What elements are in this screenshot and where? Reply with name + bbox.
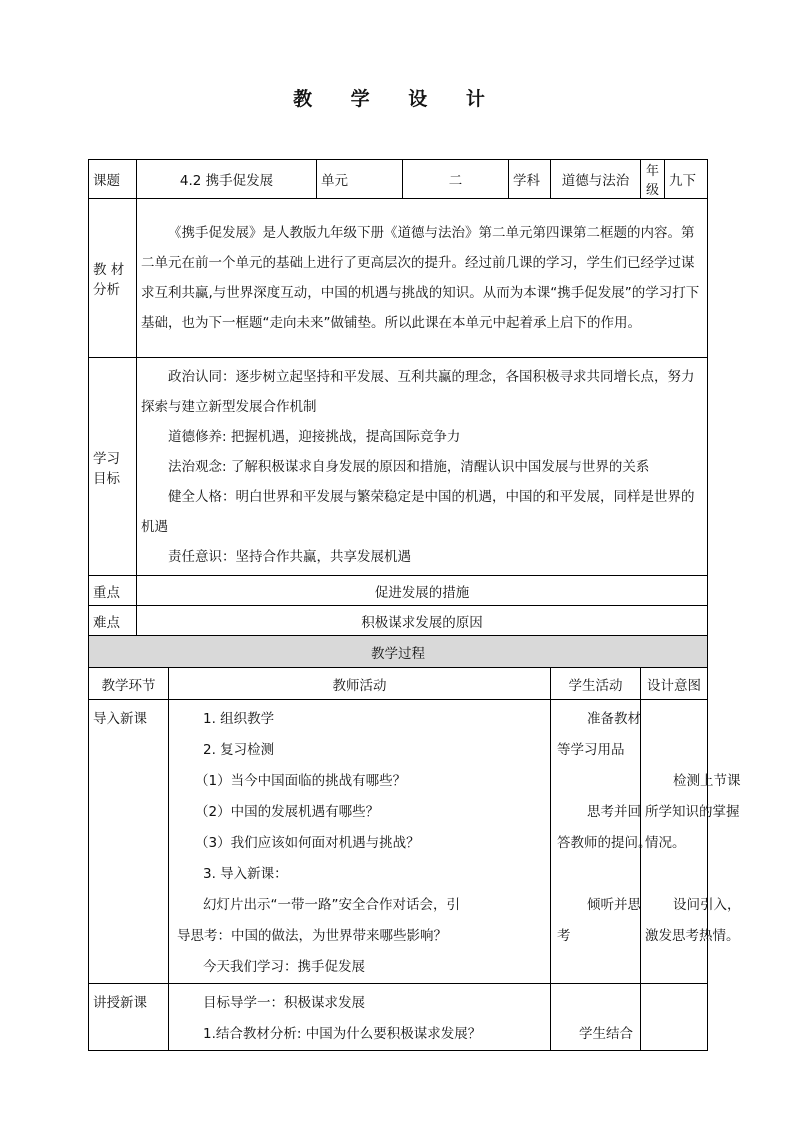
teacher-line: （3）我们应该如何面对机遇与挑战？	[195, 835, 420, 851]
student-line: 学生结合	[579, 1026, 634, 1042]
process-heading-row	[89, 636, 708, 668]
student-line: 倾听并思	[587, 897, 642, 913]
objectives-row	[89, 358, 708, 576]
key-point-label: 重点	[89, 576, 137, 606]
intent-line: 检测上节课	[673, 773, 741, 789]
textbook-analysis-text: 《携手促发展》是人教版九年级下册《道德与法治》第二单元第四课第二框题的内容。第二单元在前一个单元的基础上进行了更高层次的提升。经过前几课的学习，学生们已经学过谋求互利共赢,与世界深度互动，中国的机遇与挑战的知识。从而为本课“携手促发展”的学习打下基础，也为下一框题“走向未来”做铺垫。所以此课在本单元中起着承上启下的作用。	[137, 199, 708, 358]
textbook-analysis-row	[89, 199, 708, 358]
teacher-line: （1）当今中国面临的挑战有哪些？	[195, 773, 407, 789]
teacher-line: （2）中国的发展机遇有哪些？	[195, 804, 380, 820]
grade-label: 年级	[641, 160, 665, 199]
key-point-value: 促进发展的措施	[137, 576, 708, 606]
lecture-stage: 讲授新课	[89, 984, 169, 1051]
student-line: 考	[557, 928, 571, 944]
objectives-list	[137, 358, 708, 576]
unit-label: 单元	[317, 160, 403, 199]
key-point-row	[89, 576, 708, 606]
teacher-line: 2. 复习检测	[203, 742, 275, 758]
subject-value: 道德与法治	[551, 160, 641, 199]
intro-stage: 导入新课	[89, 700, 169, 984]
textbook-analysis-label: 教 材 分析	[89, 199, 137, 358]
teacher-line: 目标导学一：积极谋求发展	[203, 995, 365, 1011]
unit-value: 二	[403, 160, 509, 199]
column-header-student: 学生活动	[551, 668, 641, 700]
teacher-line: 1. 组织教学	[203, 711, 275, 727]
student-line: 准备教材	[587, 711, 642, 727]
teacher-line: 导思考：中国的做法，为世界带来哪些影响？	[177, 928, 447, 944]
difficulty-label: 难点	[89, 606, 137, 636]
header-row	[89, 160, 708, 199]
column-header-teacher: 教师活动	[169, 668, 551, 700]
intent-line: 情况。	[645, 835, 686, 851]
lesson-plan-table	[88, 159, 741, 1051]
objective-item: 健全人格：明白世界和平发展与繁荣稳定是中国的机遇，中国的和平发展，同样是世界的机遇	[141, 488, 695, 535]
page-title: 教 学 设 计	[293, 88, 501, 110]
student-line: 等学习用品	[557, 742, 625, 758]
intent-line: 设问引入，	[673, 897, 741, 913]
topic-value: 4.2 携手促发展	[137, 160, 317, 199]
difficulty-row	[89, 606, 708, 636]
lecture-design-intent	[641, 984, 708, 1051]
intent-line: 激发思考热情。	[645, 928, 740, 944]
teacher-line: 3. 导入新课：	[203, 866, 288, 882]
lecture-row	[89, 984, 708, 1051]
subject-label: 学科	[509, 160, 551, 199]
intro-student-activity	[551, 700, 652, 984]
lecture-student-activity	[551, 984, 641, 1051]
intro-design-intent	[641, 700, 741, 984]
lecture-teacher-activity	[169, 984, 551, 1051]
grade-value: 九下	[665, 160, 708, 199]
process-heading: 教学过程	[89, 636, 708, 668]
teacher-line: 今天我们学习：携手促发展	[203, 959, 365, 975]
teacher-line: 幻灯片出示“一带一路”安全合作对话会，引	[203, 897, 460, 913]
column-header-stage: 教学环节	[89, 668, 169, 700]
topic-label: 课题	[89, 160, 137, 199]
objective-item: 道德修养: 把握机遇，迎接挑战，提高国际竞争力	[168, 428, 461, 445]
student-line: 思考并回	[587, 804, 642, 820]
intro-row	[89, 700, 708, 984]
intent-line: 所学知识的掌握	[645, 804, 740, 820]
objectives-label: 学习 目标	[89, 358, 137, 576]
teacher-line: 1.结合教材分析: 中国为什么要积极谋求发展？	[203, 1026, 482, 1042]
objective-item: 政治认同：逐步树立起坚持和平发展、互利共赢的理念，各国积极寻求共同增长点，努力探索与建立新型发展合作机制	[141, 368, 695, 415]
objective-item: 责任意识：坚持合作共赢，共享发展机遇	[168, 548, 411, 565]
student-line: 答教师的提问。	[557, 835, 652, 851]
objective-item: 法治观念: 了解积极谋求自身发展的原因和措施，清醒认识中国发展与世界的关系	[168, 458, 650, 475]
intro-teacher-activity	[169, 700, 551, 984]
difficulty-value: 积极谋求发展的原因	[137, 606, 708, 636]
column-header-intent: 设计意图	[641, 668, 708, 700]
process-columns-row	[89, 668, 708, 700]
